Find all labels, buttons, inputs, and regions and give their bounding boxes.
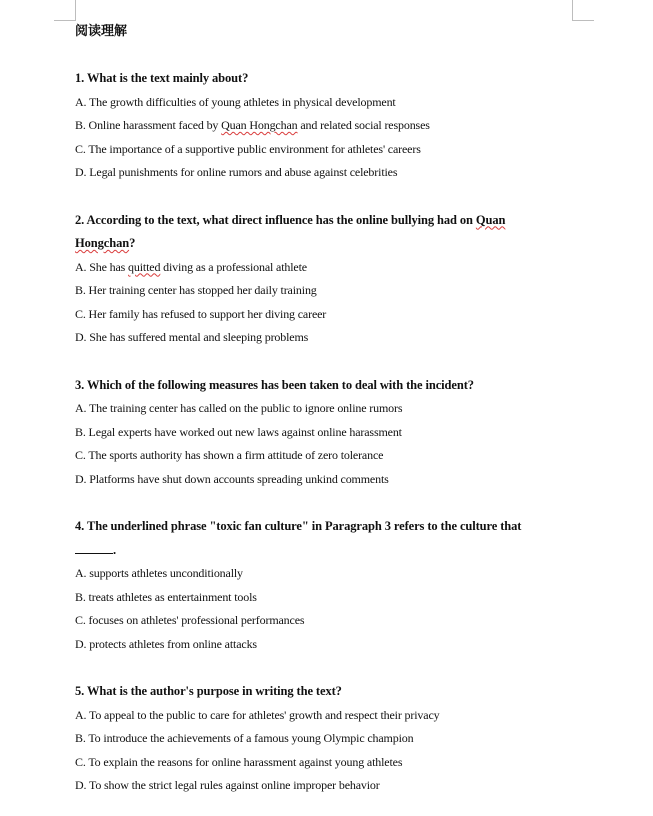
option-a: A. To appeal to the public to care for athletes' growth and respect their privacy [75, 707, 440, 722]
spellcheck-underline: Hongchan [75, 236, 130, 250]
option-b: B. Her training center has stopped her daily training [75, 283, 317, 297]
stem-text: 4. The underlined phrase "toxic fan culture" in Paragraph 3 refers to the culture that [75, 519, 522, 533]
option-b [75, 114, 575, 138]
stem-text: 2. According to the text, what direct influence has the online bullying had on [75, 212, 476, 227]
document-content [75, 20, 575, 798]
option-text: diving as a professional athlete [160, 259, 307, 274]
spellcheck-underline: quitted [128, 259, 161, 274]
option-text: B. Online harassment faced by [75, 118, 222, 132]
spellcheck-underline: Quan Hongchan [221, 118, 298, 132]
answer-blank [75, 541, 113, 554]
option-d: D. To show the strict legal rules against online improper behavior [75, 778, 380, 792]
option-a: A. The training center has called on the public to ignore online rumors [75, 401, 403, 415]
option-a: A. supports athletes unconditionally [75, 566, 243, 580]
question-1 [75, 67, 575, 185]
option-c: C. The importance of a supportive public environment for athletes' careers [75, 141, 421, 156]
option-text: A. She has [75, 259, 129, 274]
option-b: B. treats athletes as entertainment tools [75, 589, 257, 604]
document-title: 阅读理解 [75, 24, 128, 39]
option-b: B. Legal experts have worked out new laws against online harassment [75, 424, 402, 439]
spellcheck-underline: Quan [475, 212, 506, 227]
question-5 [75, 680, 575, 798]
stem-text: ? [129, 236, 136, 250]
stem-text: . [113, 542, 117, 557]
option-a [75, 256, 575, 280]
option-d: D. Platforms have shut down accounts spreading unkind comments [75, 471, 389, 486]
question-4 [75, 515, 575, 656]
crop-mark-right-vertical [572, 0, 573, 20]
question-2 [75, 209, 575, 350]
option-c: C. Her family has refused to support her diving career [75, 306, 327, 321]
question-stem: 3. Which of the following measures has been taken to deal with the incident? [75, 377, 474, 392]
option-a: A. The growth difficulties of young athletes in physical development [75, 94, 396, 109]
question-stem [75, 209, 575, 256]
option-d: D. She has suffered mental and sleeping problems [75, 330, 309, 344]
option-d: D. protects athletes from online attacks [75, 636, 257, 651]
option-b: B. To introduce the achievements of a famous young Olympic champion [75, 731, 414, 745]
question-stem [75, 515, 575, 562]
option-c: C. The sports authority has shown a firm attitude of zero tolerance [75, 448, 384, 462]
option-text: and related social responses [297, 118, 430, 132]
crop-mark-right-horizontal [572, 20, 594, 21]
crop-mark-left-horizontal [54, 20, 76, 21]
option-c: C. focuses on athletes' professional performances [75, 613, 305, 627]
option-d: D. Legal punishments for online rumors and abuse against celebrities [75, 165, 398, 179]
question-3 [75, 374, 575, 492]
crop-mark-left-vertical [75, 0, 76, 20]
question-stem: 1. What is the text mainly about? [75, 71, 249, 85]
option-c: C. To explain the reasons for online harassment against young athletes [75, 754, 403, 769]
question-stem: 5. What is the author's purpose in writing the text? [75, 684, 342, 698]
